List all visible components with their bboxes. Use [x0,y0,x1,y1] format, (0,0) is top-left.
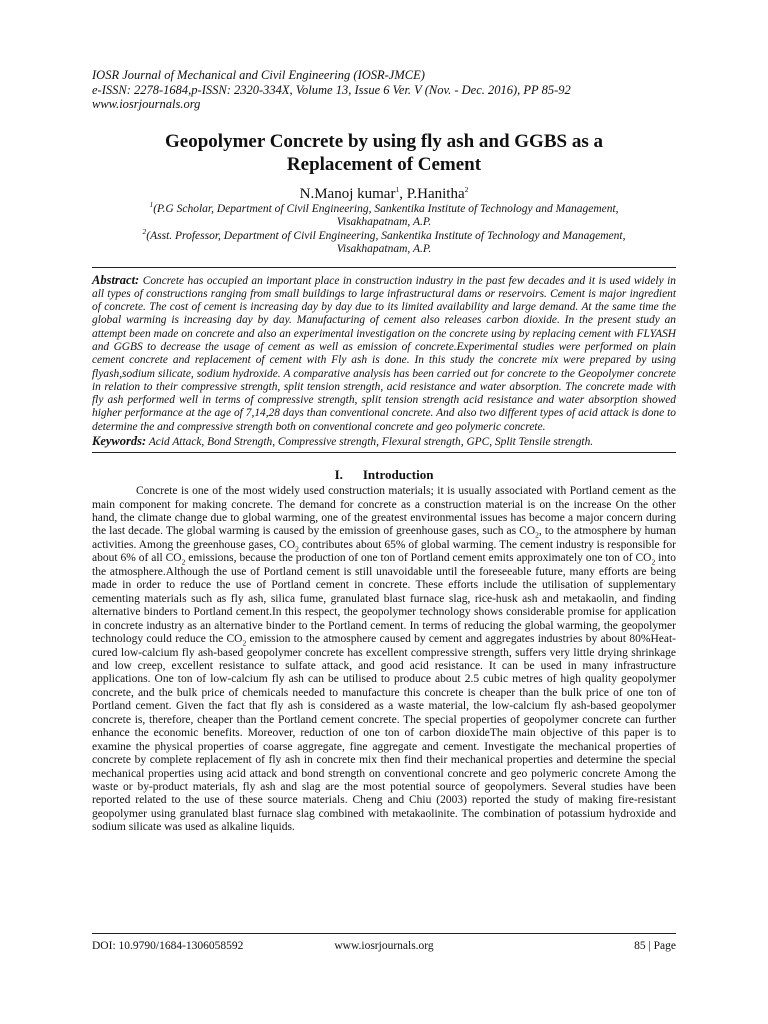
affil-text: Visakhapatnam, A.P. [336,243,432,255]
author-affil-mark: 1 [395,184,400,194]
footer-site: www.iosrjournals.org [334,940,434,952]
intro-paragraph: Concrete is one of the most widely used construction materials; it is usually associated with Portland cement as the main component for making concrete. The demand for concrete as a construction material is on the increase On the other hand, the climate change due to global warming, one of the greatest environmental issues has become a major concern during the last decade. The global warming is caused by the emission of greenhouse gases, such as $CO_2$, to the atmosphere by human activities. Among the greenhouse gases, $CO_2$ contributes about 65% of global warming. The cement industry is responsible for about 6% of all $CO_2$ emissions, because the production of one ton of Portland cement emits approximately one ton of $CO_2$ into the atmosphere.Although the use of Portland cement is still unavoidable until the foreseeable future, many efforts are being made in order to reduce the use of Portland cement in concrete. These efforts include the utilisation of supplementary cementing materials such as fly ash, silica fume, granulated blast furnace slag, rice-husk ash and metakaolin, and finding alternative binders to Portland cement.In this respect, the geopolymer technology shows considerable promise for application in concrete industry as an alternative binder to the Portland cement. In terms of reducing the global warming, the geopolymer technology could reduce the $CO_2$ emission to the atmosphere caused by cement and aggregates industries by about 80%Heat-cured low-calcium fly ash-based geopolymer concrete has excellent compressive strength, suffers very little drying shrinkage and low creep, excellent resistance to sulfate attack, and good acid resistance. It can be used in many infrastructure applications. One ton of low-calcium fly ash can be utilised to produce about 2.5 cubic metres of high quality geopolymer concrete, and the bulk price of chemicals needed to manufacture this concrete is cheaper than the bulk price of one ton of Portland cement. Given the fact that fly ash is considered as a waste material, the low-calcium fly ash-based geopolymer concrete is, therefore, cheaper than the Portland cement concrete. The special properties of geopolymer concrete can further enhance the economic benefits. Moreover, reduction of one ton of carbon dioxideThe main objective of this paper is to examine the physical properties of coarse aggregate, fine aggregate and cement. Investigate the mechanical properties of concrete by complete replacement of fly ash in concrete mix then find their mechanical properties and determine the special mechanical properties using acid attack and bond strength on conventional concrete and geo polymeric concrete Among the waste or by-product materials, fly ash and slag are the most potential source of geopolymers. Several studies have been reported related to the use of these source materials. Cheng and Chiu (2003) reported the study of making fire-resistant geopolymer using granulated blast furnace slag combined with metakaolinite. The combination of potassium hydroxide and sodium silicate was used as alkaline liquids. [92,485,676,834]
paper-title-line2: Replacement of Cement [286,153,482,175]
author-name: N.Manoj kumar [299,185,396,202]
footer-doi: DOI: 10.9790/1684-1306058592 [92,940,244,952]
affiliation-2 [92,226,676,257]
section-title: Introduction [362,467,434,483]
affil-text: (Asst. Professor, Department of Civil Engineering, Sankentika Institute of Technology and Management, [146,229,626,242]
footer-page-number: 85 | Page [634,940,676,952]
affil-mark: 1 [149,199,154,209]
affil-text: Visakhapatnam, A.P. [336,216,432,228]
divider [92,267,676,268]
keywords [92,434,676,449]
section-number: I. [334,467,343,483]
journal-name: IOSR Journal of Mechanical and Civil Engineering (IOSR-JMCE) [92,68,425,82]
journal-url: www.iosrjournals.org [92,97,201,111]
paper-title [92,130,676,176]
author-affil-mark: 2 [464,184,469,194]
keywords-label: Keywords: [92,434,147,449]
keywords-text: Acid Attack, Bond Strength, Compressive strength, Flexural strength, GPC, Split Tensile strength. [148,436,594,449]
paper-title-line1: Geopolymer Concrete by using fly ash and GGBS as a [165,130,603,152]
author-separator: , [399,185,407,202]
affil-mark: 2 [142,226,147,236]
affiliation-1 [92,199,676,230]
journal-issn: e-ISSN: 2278-1684,p-ISSN: 2320-334X, Volume 13, Issue 6 Ver. V (Nov. - Dec. 2016), PP 85-92 [92,82,571,97]
section-heading [92,467,676,482]
affil-text: (P.G Scholar, Department of Civil Engineering, Sankentika Institute of Technology and Management, [153,202,619,215]
footer-divider [92,933,676,934]
divider [92,452,676,453]
abstract [92,274,676,435]
paper-page [92,68,676,835]
author-name: P.Hanitha [406,185,465,202]
abstract-label: Abstract: [92,272,140,287]
author-list [92,185,676,203]
abstract-text: Concrete has occupied an important place in construction industry in the past few decades and it is used widely in all types of constructions ranging from small buildings to large infrastructural dams or reservoirs. Cement is major ingredient of concrete. The cost of cement is increasing day by day due to its limited availability and large demand. At the same time the global warming is increasing day by day. Manufacturing of cement also releases carbon dioxide. In the present study an attempt been made on concrete and also an experimental investigation on the concrete using by replacing cement with FLYASH and GGBS to decrease the usage of cement as well as emission of concrete.Experimental studies were performed on plain cement concrete and replacement of cement with Fly ash is done. In this study the concrete mix were prepared by using flyash,sodium silicate, sodium hydroxide. A comparative analysis has been carried out for concrete to the Geopolymer concrete in relation to their compressive strength, split tension strength, acid resistance and water absorption. The concrete made with fly ash performed well in terms of compressive strength, split tension strength acid resistance and water absorption showed higher performance at the age of 7,14,28 days than conventional concrete. And also two different types of acid attack is done to determine the and compressive strength both on conventional concrete and geo polymeric concrete. [92,274,676,433]
